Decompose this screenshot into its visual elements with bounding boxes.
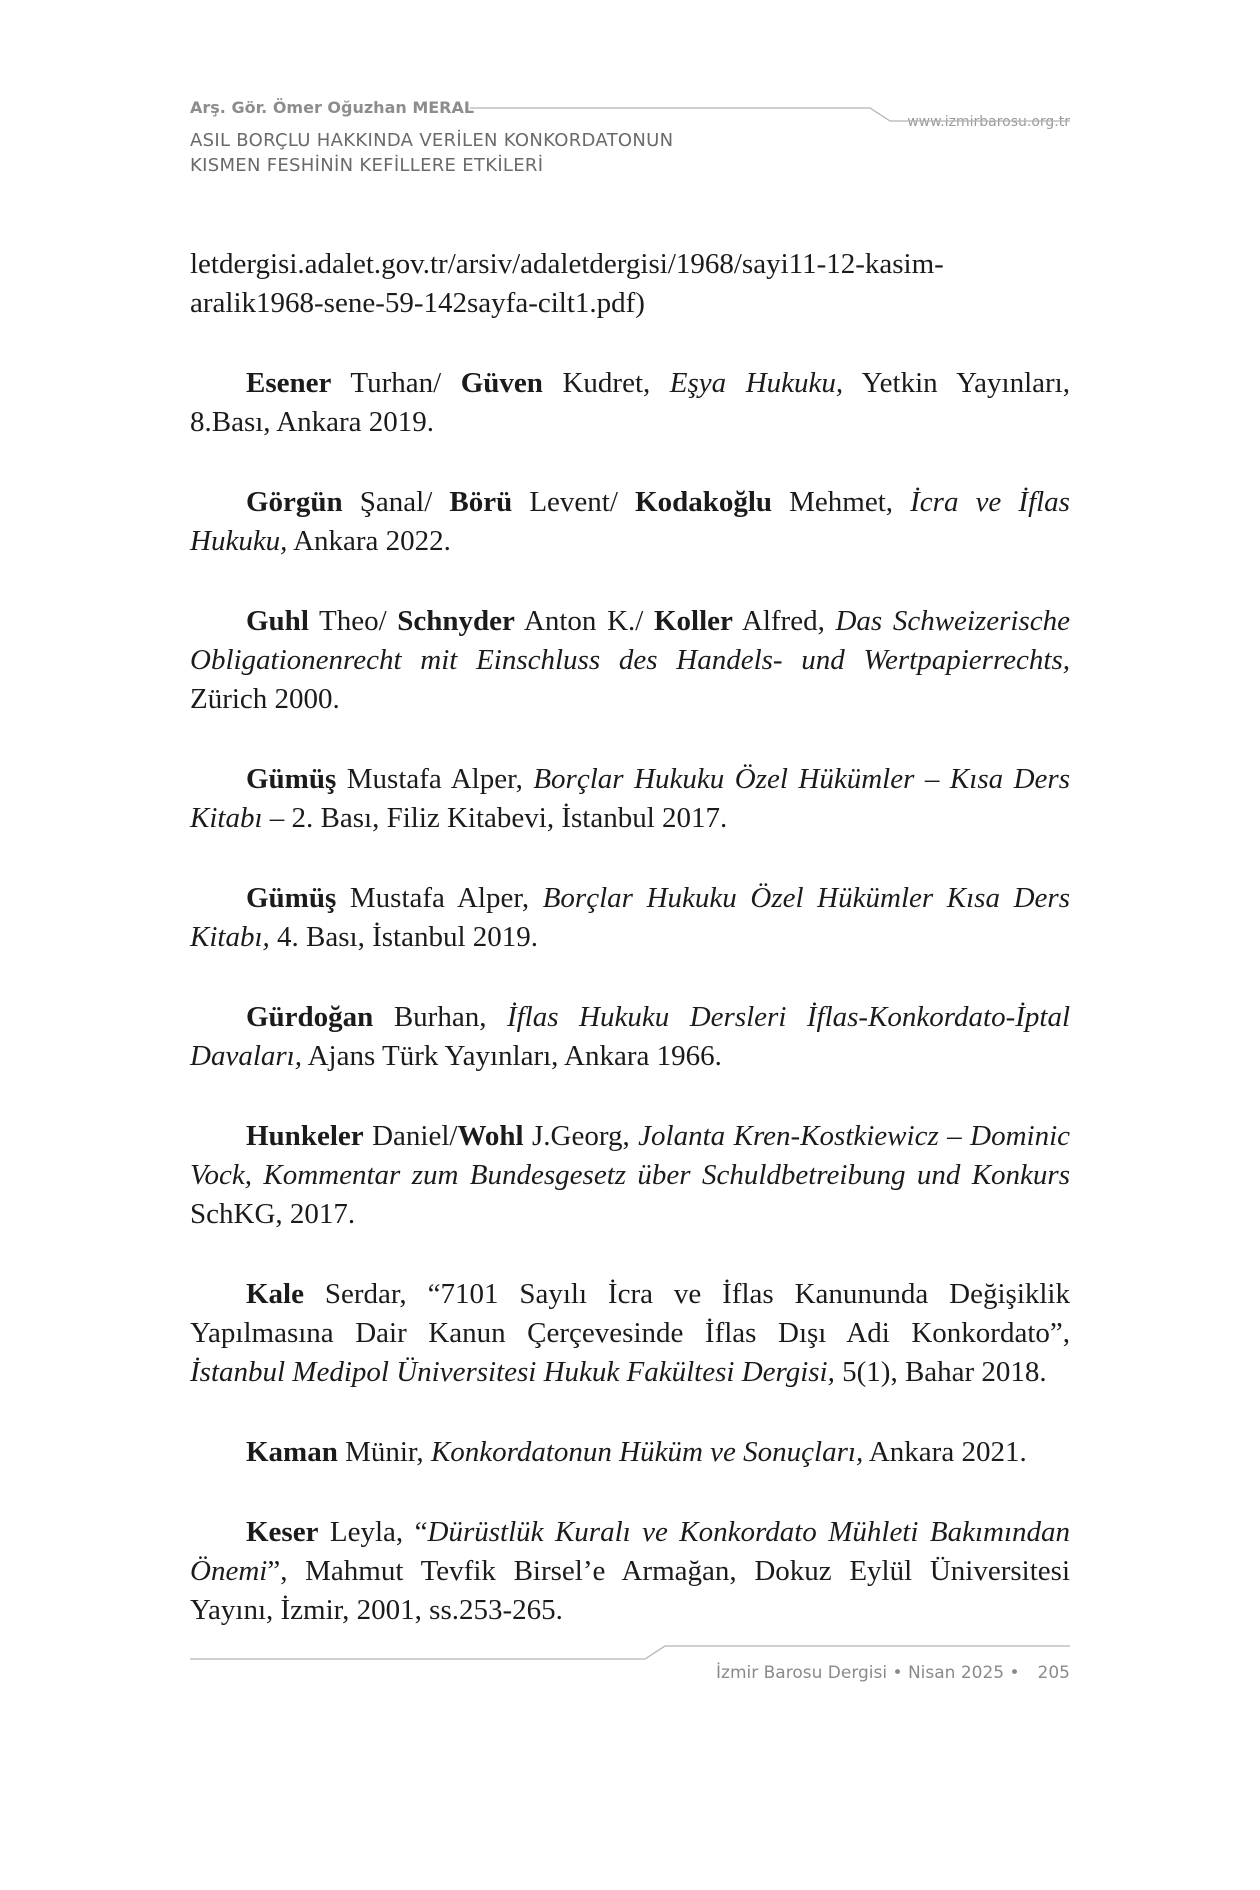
author-surname: Gümüş	[246, 763, 337, 795]
bibliography-entry	[190, 483, 1070, 561]
entry-text: Daniel/	[363, 1120, 458, 1152]
author-surname: Güven	[460, 367, 543, 399]
entry-text: J.Georg,	[523, 1120, 639, 1152]
author-surname: Hunkeler	[246, 1120, 364, 1152]
entry-text: Burhan,	[373, 1001, 507, 1033]
bibliography-entry	[190, 879, 1070, 957]
entry-text: Mustafa Alper,	[336, 763, 534, 795]
entry-text: letdergisi.adalet.gov.tr/arsiv/adaletdergisi/1968/sayi11-12-kasim-aralik1968-sene-59-142sayfa-cilt1.pdf)	[190, 248, 944, 319]
entry-text: Theo/	[308, 605, 398, 637]
work-title: İstanbul Medipol Üniversitesi Hukuk Fakültesi Dergisi,	[190, 1356, 835, 1388]
work-title: İcra ve İflas Hukuku,	[190, 486, 1070, 557]
entry-text: Yetkin Yayınları, 8.Bası, Ankara 2019.	[190, 367, 1070, 438]
bibliography-entry	[190, 1433, 1070, 1472]
running-header-author: Arş. Gör. Ömer Oğuzhan MERAL	[190, 98, 475, 117]
running-header-title	[190, 128, 890, 178]
entry-text: 4. Bası, İstanbul 2019.	[269, 921, 539, 953]
bibliography-entry	[190, 998, 1070, 1076]
website-link[interactable]: www.izmirbarosu.org.tr	[907, 114, 1070, 130]
entry-text: Ankara 2021.	[863, 1436, 1027, 1468]
author-surname: Guhl	[246, 605, 309, 637]
running-header-title-line: ASIL BORÇLU HAKKINDA VERİLEN KONKORDATONUN	[190, 130, 674, 151]
entry-text: ”, Mahmut Tevfik Birsel’e Armağan, Dokuz Eylül Üniversitesi Yayını, İzmir, 2001, ss.253-265.	[190, 1555, 1070, 1626]
bibliography-entry	[190, 760, 1070, 838]
bibliography-entry	[190, 602, 1070, 719]
running-header-title-line: KISMEN FESHİNİN KEFİLLERE ETKİLERİ	[190, 155, 544, 176]
work-title: Dürüstlük Kuralı ve Konkordato Mühleti Bakımından Önemi	[190, 1516, 1071, 1587]
entry-text: Mustafa Alper,	[336, 882, 543, 914]
entry-text: Alfred,	[732, 605, 836, 637]
author-surname: Wohl	[457, 1120, 524, 1152]
author-surname: Görgün	[246, 486, 343, 518]
bibliography-entry	[190, 1275, 1070, 1392]
bibliography-entry	[190, 364, 1070, 442]
work-title: Konkordatonun Hüküm ve Sonuçları,	[430, 1436, 864, 1468]
work-title: Eşya Hukuku,	[669, 367, 844, 399]
author-surname: Kaman	[246, 1436, 338, 1468]
author-surname: Gürdoğan	[246, 1001, 374, 1033]
work-title: Jolanta Kren-Kostkiewicz – Dominic Vock, Kommentar zum Bundesgesetz über Schuldbetreibung und Konkurs	[190, 1120, 1071, 1191]
journal-name: İzmir Barosu Dergisi • Nisan 2025 •	[716, 1663, 1020, 1683]
author-surname: Gümüş	[246, 882, 337, 914]
work-title: Borçlar Hukuku Özel Hükümler – Kısa Ders Kitabı	[190, 763, 1070, 834]
entry-text: Kudret,	[542, 367, 670, 399]
author-surname: Börü	[449, 486, 513, 518]
entry-text: Zürich 2000.	[190, 683, 340, 715]
work-title: Borçlar Hukuku Özel Hükümler Kısa Ders Kitabı,	[190, 882, 1070, 953]
entry-text: Mehmet,	[772, 486, 911, 518]
entry-text: – 2. Bası, Filiz Kitabevi, İstanbul 2017.	[262, 802, 728, 834]
entry-text: 5(1), Bahar 2018.	[834, 1356, 1047, 1388]
entry-text: SchKG, 2017.	[190, 1198, 356, 1230]
author-surname: Keser	[246, 1516, 319, 1548]
entry-text: Şanal/	[342, 486, 450, 518]
bibliography-entry	[190, 1117, 1070, 1234]
work-title: İflas Hukuku Dersleri İflas-Konkordato-İptal Davaları,	[190, 1001, 1071, 1072]
entry-text: Ankara 2022.	[287, 525, 451, 557]
page-number: 205	[1037, 1663, 1070, 1683]
bibliography-entry-continued	[190, 245, 1070, 323]
entry-text: Münir,	[337, 1436, 431, 1468]
work-title: Das Schweizerische Obligationenrecht mit Einschluss des Handels- und Wertpapierrechts,	[190, 605, 1070, 676]
author-surname: Koller	[653, 605, 733, 637]
entry-text: Serdar, “7101 Sayılı İcra ve İflas Kanununda Değişiklik Yapılmasına Dair Kanun Çerçevesinde İflas Dışı Adi Konkordato”,	[190, 1278, 1070, 1349]
author-surname: Kodakoğlu	[635, 486, 773, 518]
bibliography-list	[190, 245, 1070, 1671]
entry-text: Turhan/	[331, 367, 461, 399]
entry-text: Anton K./	[514, 605, 654, 637]
running-footer	[716, 1663, 1070, 1683]
entry-text: Ajans Türk Yayınları, Ankara 1966.	[301, 1040, 722, 1072]
entry-text: Levent/	[512, 486, 636, 518]
author-surname: Esener	[246, 367, 332, 399]
bibliography-entry	[190, 1513, 1070, 1630]
author-surname: Kale	[246, 1278, 304, 1310]
entry-text: Leyla, “	[318, 1516, 428, 1548]
author-surname: Schnyder	[397, 605, 515, 637]
